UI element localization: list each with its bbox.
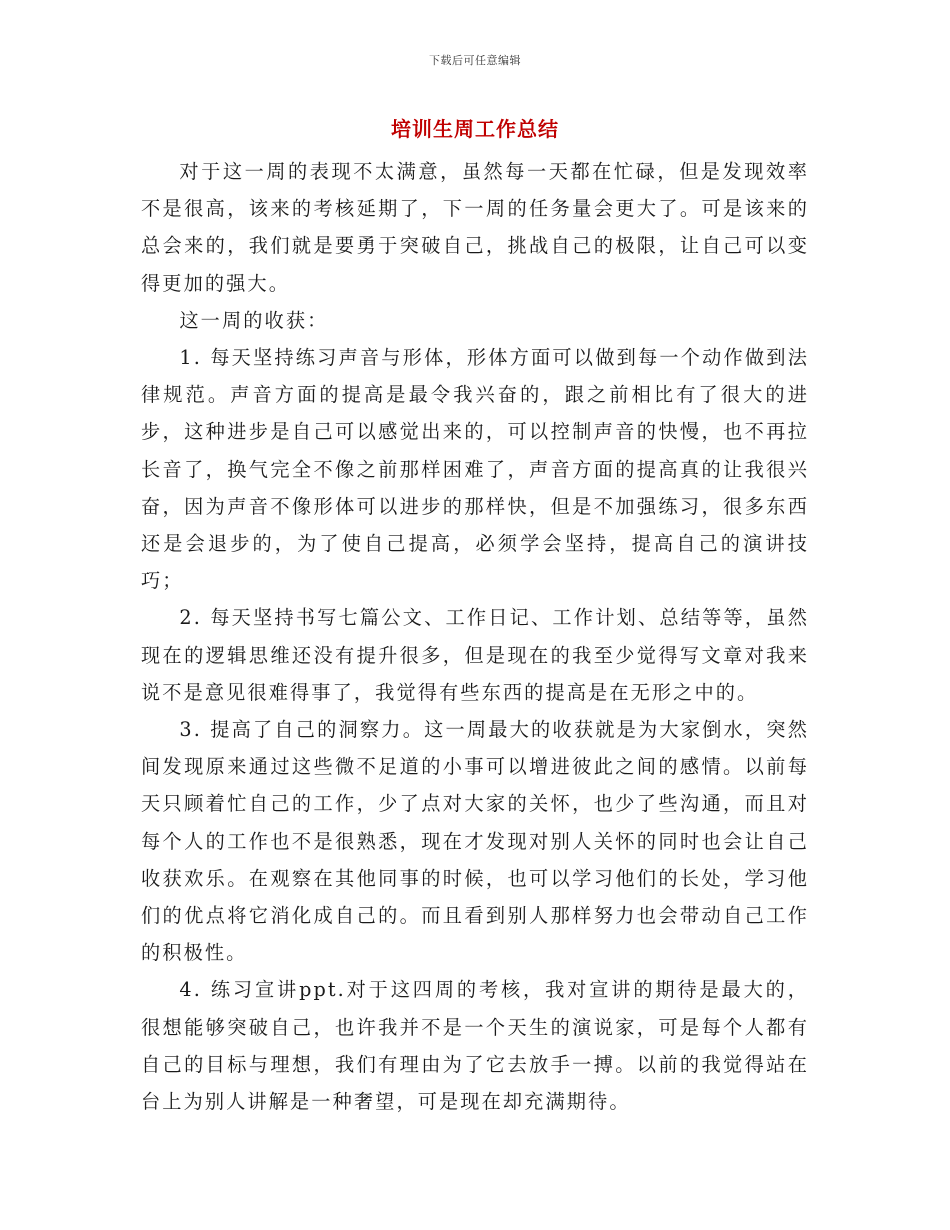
gain-item-1: 1. 每天坚持练习声音与形体，形体方面可以做到每一个动作做到法律规范。声音方面的提高是最令我兴奋的，跟之前相比有了很大的进步，这种进步是自己可以感觉出来的，可以控制声音的快慢，也不再拉长音了，换气完全不像之前那样困难了，声音方面的提高真的让我很兴奋，因为声音不像形体可以进步的那样快，但是不加强练习，很多东西还是会退步的，为了使自己提高，必须学会坚持，提高自己的演讲技巧；	[141, 346, 809, 593]
document-body	[141, 153, 809, 1120]
gain-item-3: 3. 提高了自己的洞察力。这一周最大的收获就是为大家倒水，突然间发现原来通过这些微不足道的小事可以增进彼此之间的感情。以前每天只顾着忙自己的工作，少了点对大家的关怀，也少了些沟通，而且对每个人的工作也不是很熟悉，现在才发现对别人关怀的同时也会让自己收获欢乐。在观察在其他同事的时候，也可以学习他们的长处，学习他们的优点将它消化成自己的。而且看到别人那样努力也会带动自己工作的积极性。	[141, 718, 809, 965]
gains-heading: 这一周的收获：	[179, 308, 329, 332]
document-title: 培训生周工作总结	[391, 117, 559, 141]
intro-paragraph: 对于这一周的表现不太满意，虽然每一天都在忙碌，但是发现效率不是很高，该来的考核延期了，下一周的任务量会更大了。可是该来的总会来的，我们就是要勇于突破自己，挑战自己的极限，让自己可以变得更加的强大。	[141, 160, 809, 295]
gain-item-4: 4. 练习宣讲ppt.对于这四周的考核，我对宣讲的期待是最大的，很想能够突破自己，也许我并不是一个天生的演说家，可是每个人都有自己的目标与理想，我们有理由为了它去放手一搏。以前的我觉得站在台上为别人讲解是一种奢望，可是现在却充满期待。	[141, 978, 809, 1114]
gain-item-2: 2. 每天坚持书写七篇公文、工作日记、工作计划、总结等等，虽然现在的逻辑思维还没有提升很多，但是现在的我至少觉得写文章对我来说不是意见很难得事了，我觉得有些东西的提高是在无形之中的。	[141, 606, 809, 704]
header-note: 下载后可任意编辑	[429, 54, 521, 67]
